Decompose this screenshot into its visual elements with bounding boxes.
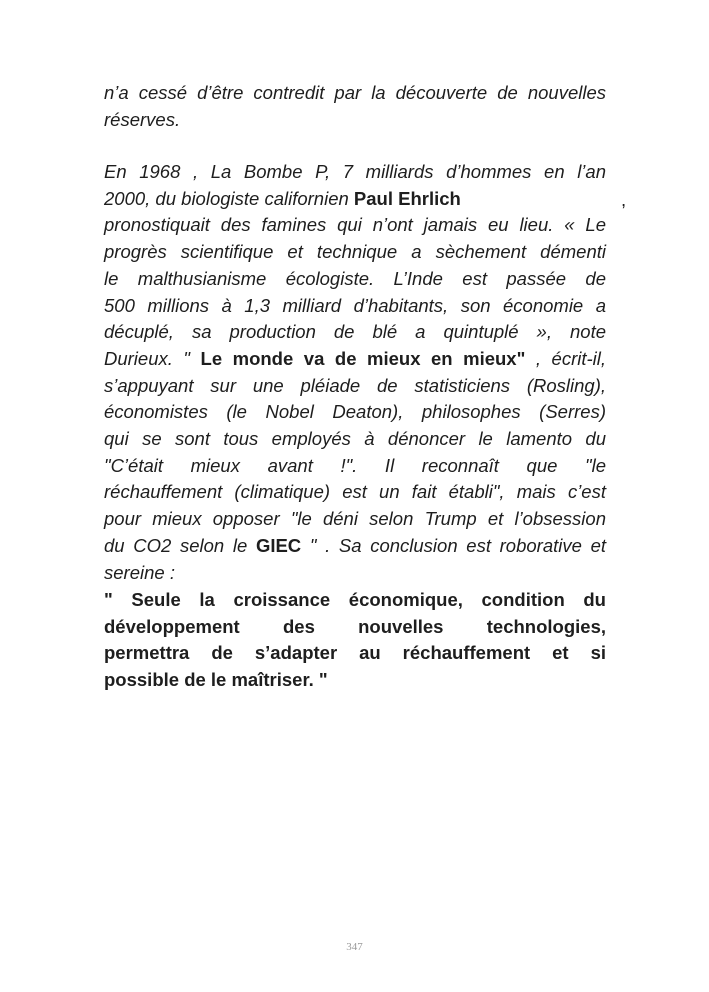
text-line: le malthusianisme écologiste. L’Inde est passée de [104,267,606,289]
text-line: économistes (le Nobel Deaton), philosophes (Serres) [104,401,606,423]
text-line: permettra de s’adapter au réchauffement et si [104,642,606,664]
author-name: Paul Ehrlich [353,187,461,209]
paragraph-continuation [104,80,606,133]
book-title-quote: Le monde va de mieux en mieux" [200,347,526,369]
paragraph-durieux [104,159,606,586]
conclusion-quote [104,587,606,694]
text-line: progrès scientifique et technique a sèchement démenti [104,241,606,263]
text-line: " Seule la croissance économique, condition du [104,589,606,610]
text-line: En 1968 , La Bombe P, 7 milliards d’hommes en l’an [104,161,606,182]
page-number: 347 [346,941,363,953]
text-line: 2000, du biologiste californien Paul Ehrlich [104,187,461,209]
text-line: développement des nouvelles technologies, [104,615,606,637]
text-line: pronostiquait des famines qui n’ont jamais eu lieu. « Le [104,214,606,236]
text-line: "C’était mieux avant !". Il reconnaît que "le [104,454,606,476]
text-line: n’a cessé d’être contredit par la découverte de nouvelles [104,82,606,103]
text-line: possible de le maîtriser. " [104,669,328,691]
text-line: réserves. [104,108,181,130]
stray-comma: , [621,189,627,210]
text-line: du CO2 selon le GIEC " . Sa conclusion est roborative et [104,534,606,556]
text-line: s’appuyant sur une pléiade de statisticiens (Rosling), [104,374,606,396]
giec-label: GIEC [255,534,302,556]
text-line: 500 millions à 1,3 milliard d’habitants, son économie a [104,294,606,316]
text-line: décuplé, sa production de blé a quintuplé », note [104,321,606,343]
text-line: pour mieux opposer "le déni selon Trump et l’obsession [104,508,606,530]
text-line: Durieux. " Le monde va de mieux en mieux" , écrit-il, [104,347,607,369]
text-line: sereine : [104,561,175,583]
text-line: réchauffement (climatique) est un fait établi", mais c’est [104,481,606,503]
text-line: qui se sont tous employés à dénoncer le lamento du [104,428,606,450]
